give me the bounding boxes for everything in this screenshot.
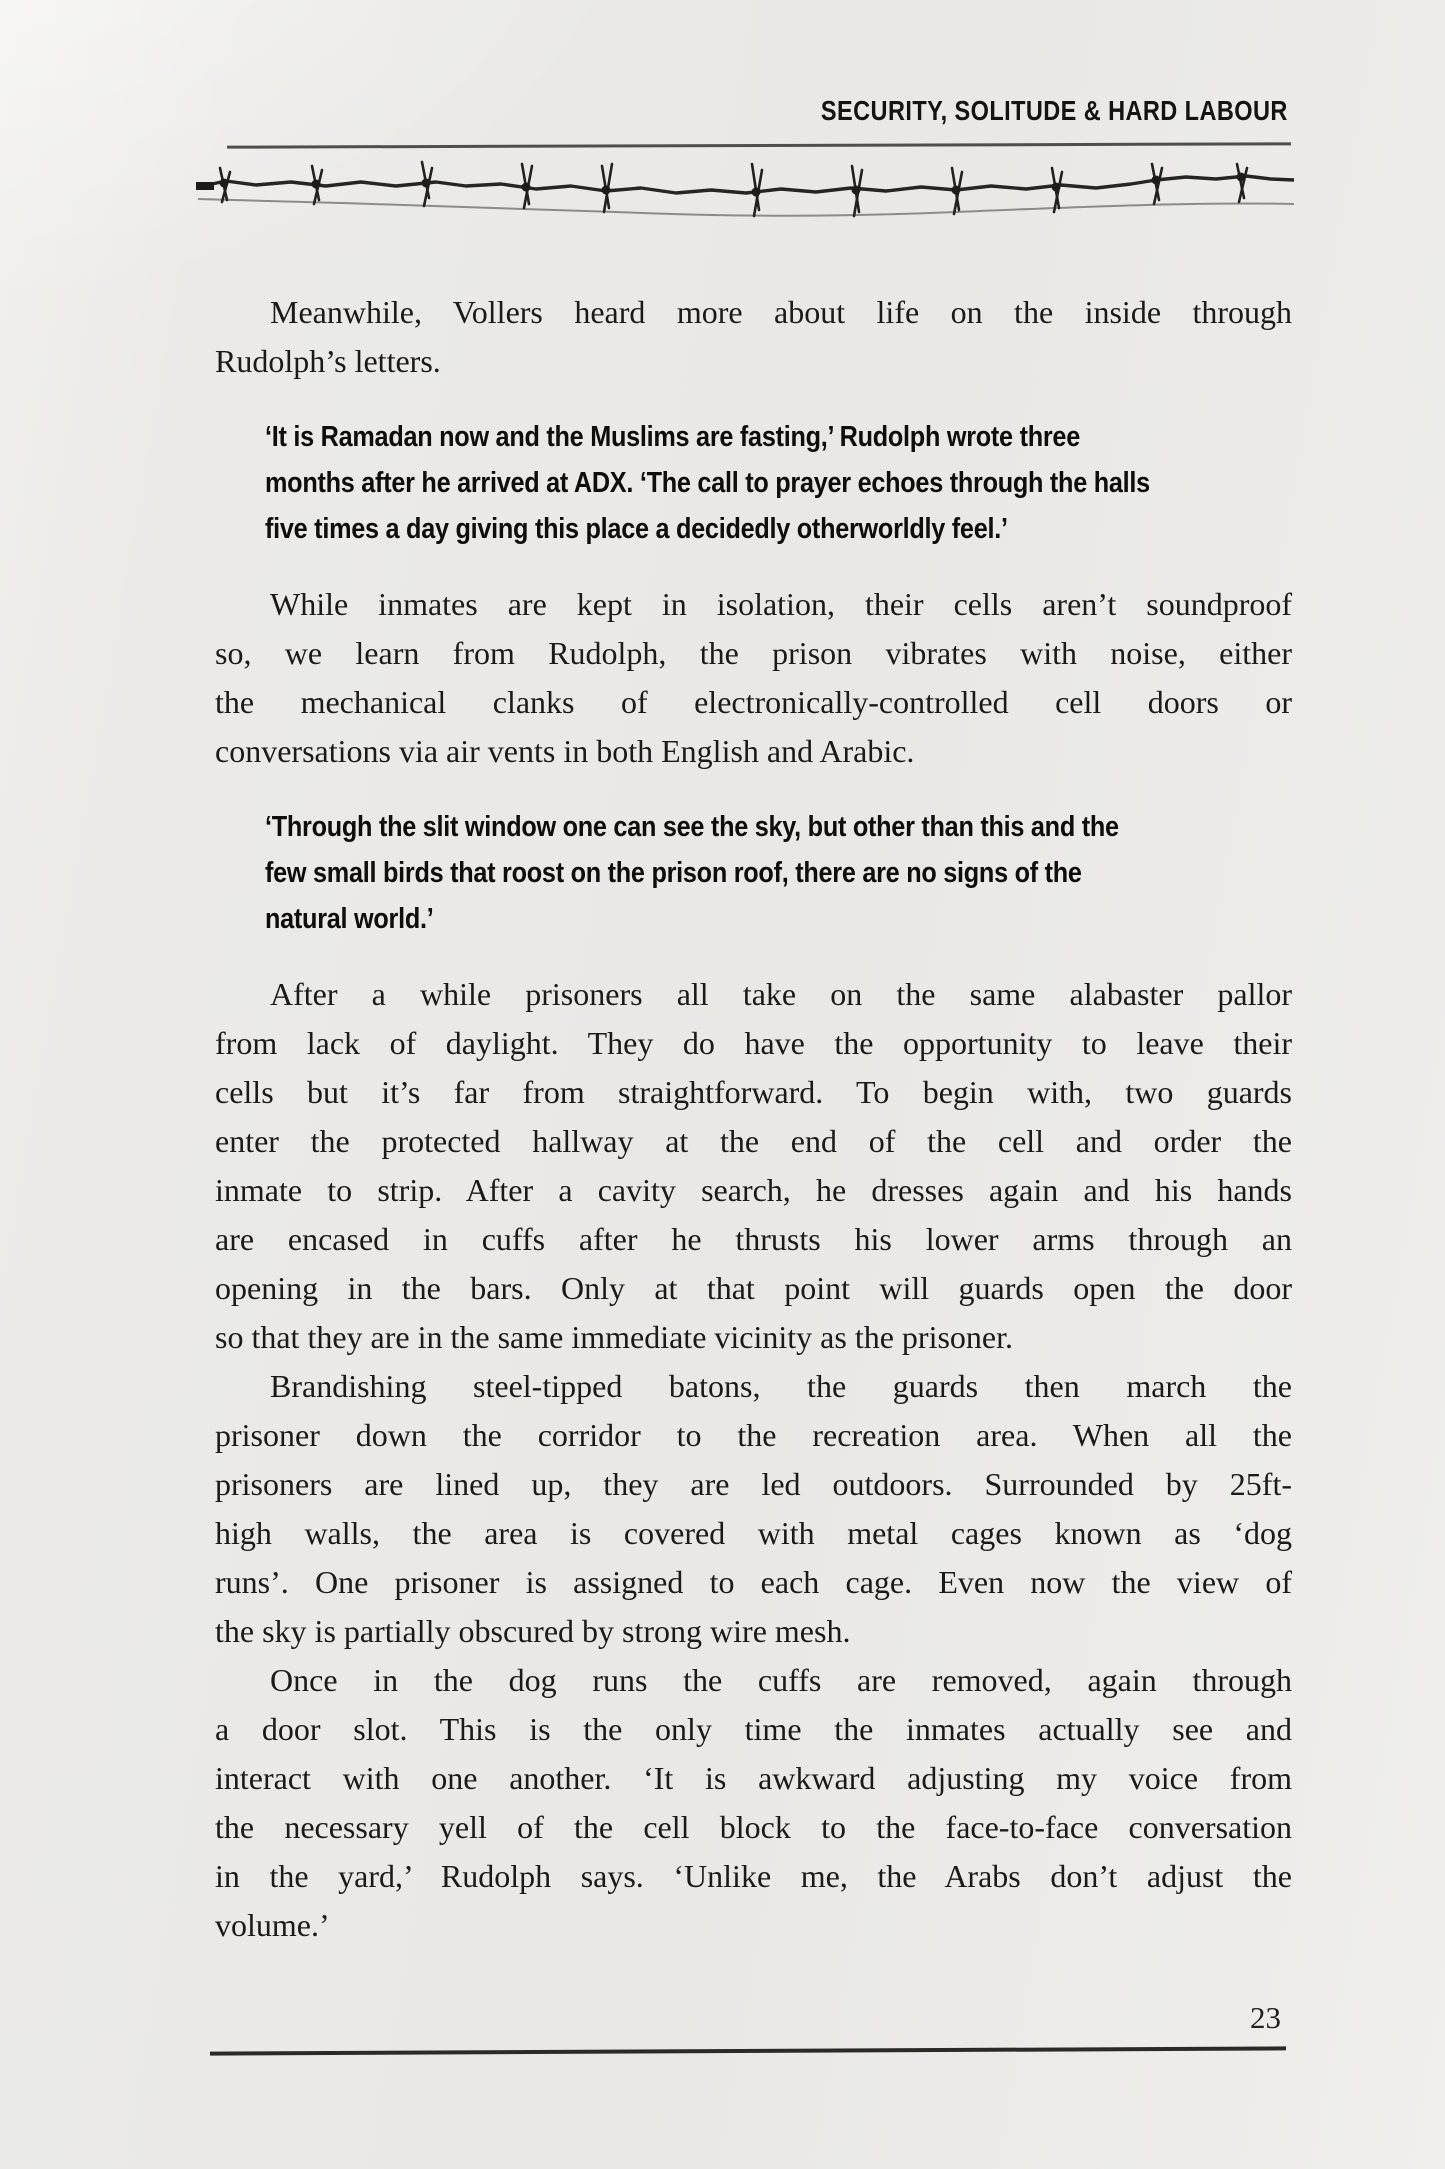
text-line: the sky is partially obscured by strong wire mesh. [215, 1613, 851, 1649]
text-line: the necessary yell of the cell block to the face-to-face conversation [215, 1809, 1292, 1845]
text-line: ‘It is Ramadan now and the Muslims are fasting,’ Rudolph wrote three [265, 421, 1080, 453]
block-quote [265, 414, 1292, 552]
text-line: from lack of daylight. They do have the opportunity to leave their [215, 1025, 1292, 1061]
text-line: Brandishing steel-tipped batons, the guards then march the [270, 1368, 1292, 1404]
text-line: interact with one another. ‘It is awkward adjusting my voice from [215, 1760, 1292, 1796]
body-text [215, 288, 1292, 1950]
text-line: inmate to strip. After a cavity search, he dresses again and his hands [215, 1172, 1292, 1208]
text-line: enter the protected hallway at the end of the cell and order the [215, 1123, 1292, 1159]
header-rule [227, 142, 1291, 148]
text-line: conversations via air vents in both English and Arabic. [215, 733, 915, 769]
text-line: After a while prisoners all take on the same alabaster pallor [270, 976, 1292, 1012]
text-line: are encased in cuffs after he thrusts his lower arms through an [215, 1221, 1292, 1257]
paragraph [215, 1656, 1292, 1950]
text-line: in the yard,’ Rudolph says. ‘Unlike me, the Arabs don’t adjust the [215, 1858, 1292, 1894]
block-quote [265, 804, 1292, 942]
text-line: prisoners are lined up, they are led outdoors. Surrounded by 25ft- [215, 1466, 1292, 1502]
paragraph [215, 580, 1292, 776]
text-line: a door slot. This is the only time the inmates actually see and [215, 1711, 1292, 1747]
text-line: ‘Through the slit window one can see the sky, but other than this and the [265, 811, 1119, 843]
text-line: opening in the bars. Only at that point will guards open the door [215, 1270, 1292, 1306]
text-line: runs’. One prisoner is assigned to each cage. Even now the view of [215, 1564, 1292, 1600]
text-line: While inmates are kept in isolation, their cells aren’t soundproof [270, 586, 1292, 622]
text-line: Rudolph’s letters. [215, 343, 441, 379]
text-line: so that they are in the same immediate vicinity as the prisoner. [215, 1319, 1013, 1355]
paragraph [215, 288, 1292, 386]
text-line: natural world.’ [265, 903, 434, 935]
text-line: five times a day giving this place a decidedly otherworldly feel.’ [265, 513, 1008, 545]
text-line: the mechanical clanks of electronically-controlled cell doors or [215, 684, 1292, 720]
text-line: Once in the dog runs the cuffs are removed, again through [270, 1662, 1292, 1698]
text-line: volume.’ [215, 1907, 330, 1943]
barbed-wire-illustration [196, 160, 1296, 224]
text-line: few small birds that roost on the prison roof, there are no signs of the [265, 857, 1082, 889]
paragraph [215, 970, 1292, 1362]
text-line: prisoner down the corridor to the recreation area. When all the [215, 1417, 1292, 1453]
footer-rule [210, 2046, 1286, 2055]
text-line: high walls, the area is covered with metal cages known as ‘dog [215, 1515, 1292, 1551]
text-line: cells but it’s far from straightforward. To begin with, two guards [215, 1074, 1292, 1110]
text-line: so, we learn from Rudolph, the prison vibrates with noise, either [215, 635, 1292, 671]
running-header: SECURITY, SOLITUDE & HARD LABOUR [821, 95, 1288, 126]
text-line: months after he arrived at ADX. ‘The call to prayer echoes through the halls [265, 467, 1150, 499]
page-number: 23 [1250, 2000, 1281, 2035]
text-line: Meanwhile, Vollers heard more about life on the inside through [270, 294, 1292, 330]
paragraph [215, 1362, 1292, 1656]
